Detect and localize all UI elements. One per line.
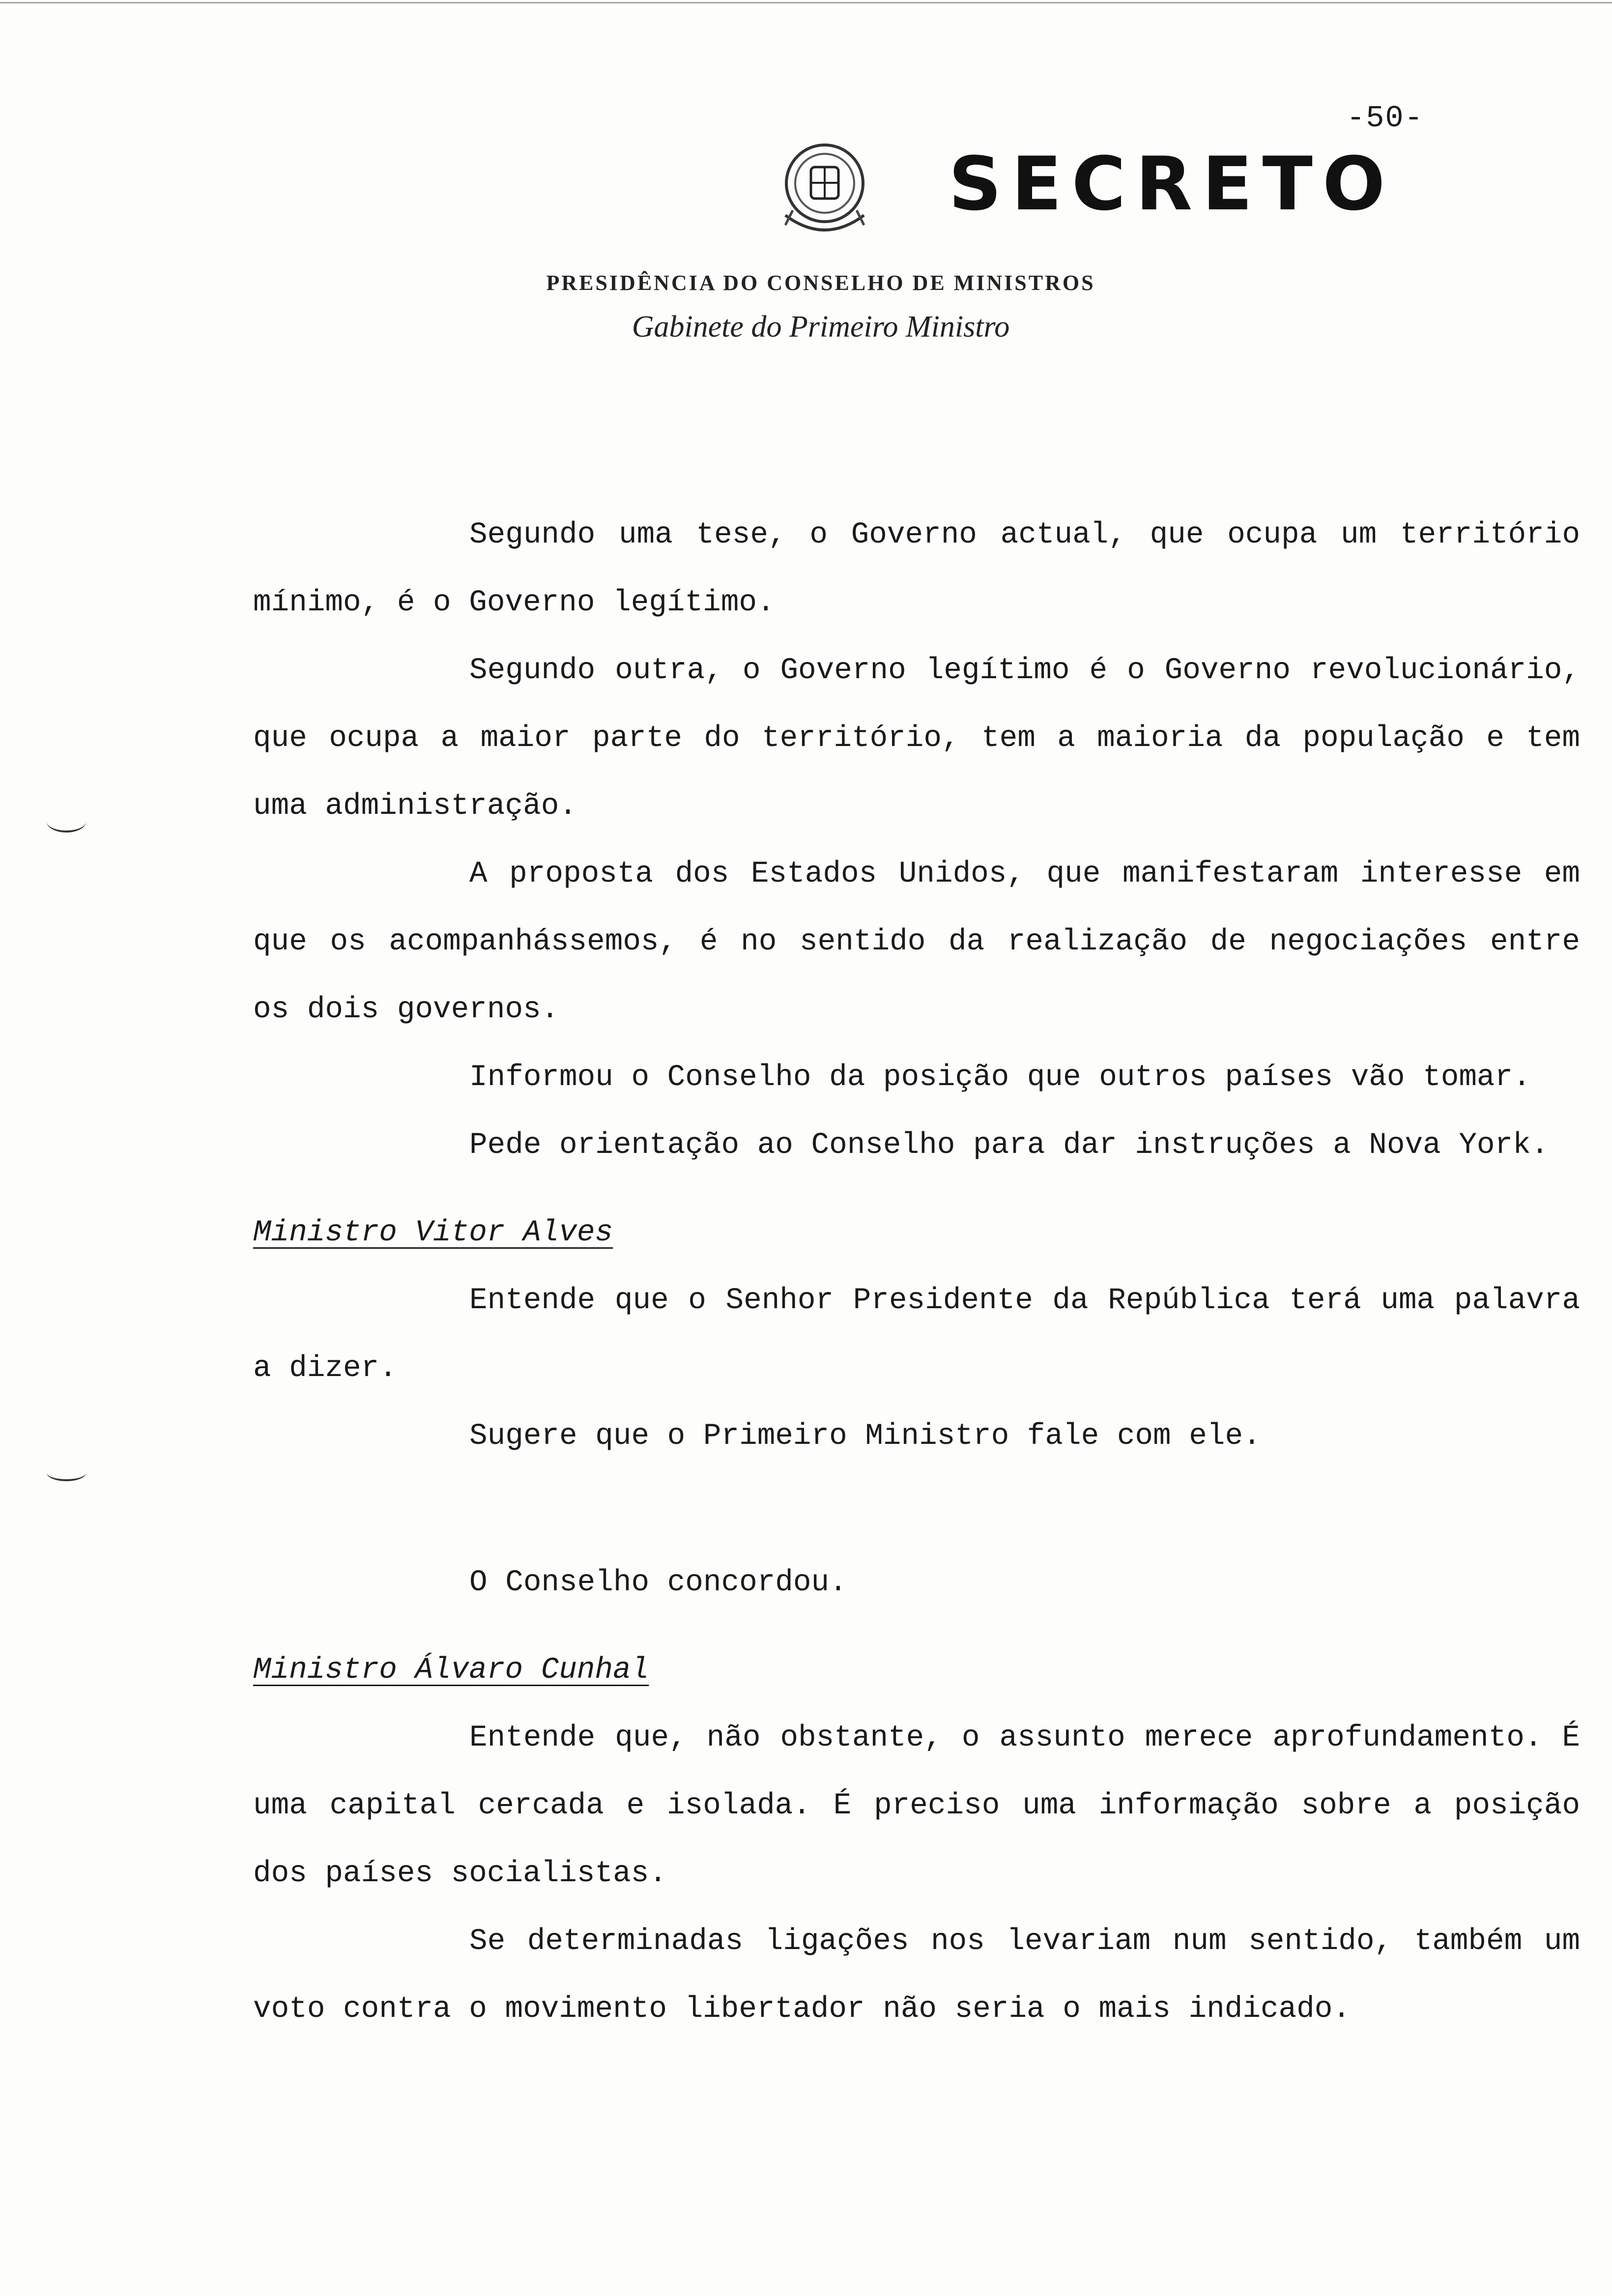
paragraph: Pede orientação ao Conselho para dar instruções a Nova York. — [469, 1128, 1549, 1162]
paragraph: Se determinadas ligações nos levariam num sentido, também um voto contra o movimento libertador não seria o mais indicado. — [253, 1924, 1580, 2026]
paragraph: Segundo outra, o Governo legítimo é o Governo revolucionário, que ocupa a maior parte do território, tem a maioria da população e tem uma administração. — [253, 654, 1580, 823]
top-edge-rule — [0, 2, 1612, 3]
speaker-heading-alvaro-cunhal: Ministro Álvaro Cunhal — [253, 1653, 649, 1687]
paragraph: Segundo uma tese, o Governo actual, que ocupa um território mínimo, é o Governo legítimo. — [253, 518, 1580, 620]
coat-of-arms-seal-icon — [766, 132, 884, 250]
document-body — [253, 501, 1580, 2043]
paragraph: Entende que, não obstante, o assunto merece aprofundamento. É uma capital cercada e isolada. É preciso uma informação sobre a posição dos países socialistas. — [253, 1721, 1580, 1891]
paragraph: Informou o Conselho da posição que outros países vão tomar. — [469, 1061, 1531, 1094]
margin-mark — [47, 811, 86, 832]
speaker-heading-vitor-alves: Ministro Vitor Alves — [253, 1216, 613, 1250]
spacer — [253, 1470, 1580, 1549]
paragraph: Entende que o Senhor Presidente da República terá uma palavra a dizer. — [253, 1284, 1580, 1385]
paragraph: Sugere que o Primeiro Ministro fale com ele. — [469, 1419, 1261, 1453]
margin-mark — [47, 1464, 86, 1481]
council-decision: O Conselho concordou. — [469, 1566, 847, 1600]
letterhead-subtitle: Gabinete do Primeiro Ministro — [632, 310, 1010, 344]
secret-stamp: SECRETO — [949, 142, 1395, 227]
page-number: -50- — [1347, 101, 1424, 136]
letterhead-title: PRESIDÊNCIA DO CONSELHO DE MINISTROS — [546, 271, 1095, 295]
paragraph: A proposta dos Estados Unidos, que manifestaram interesse em que os acompanhássemos, é no sentido da realização de negociações entre os dois governos. — [253, 857, 1580, 1027]
